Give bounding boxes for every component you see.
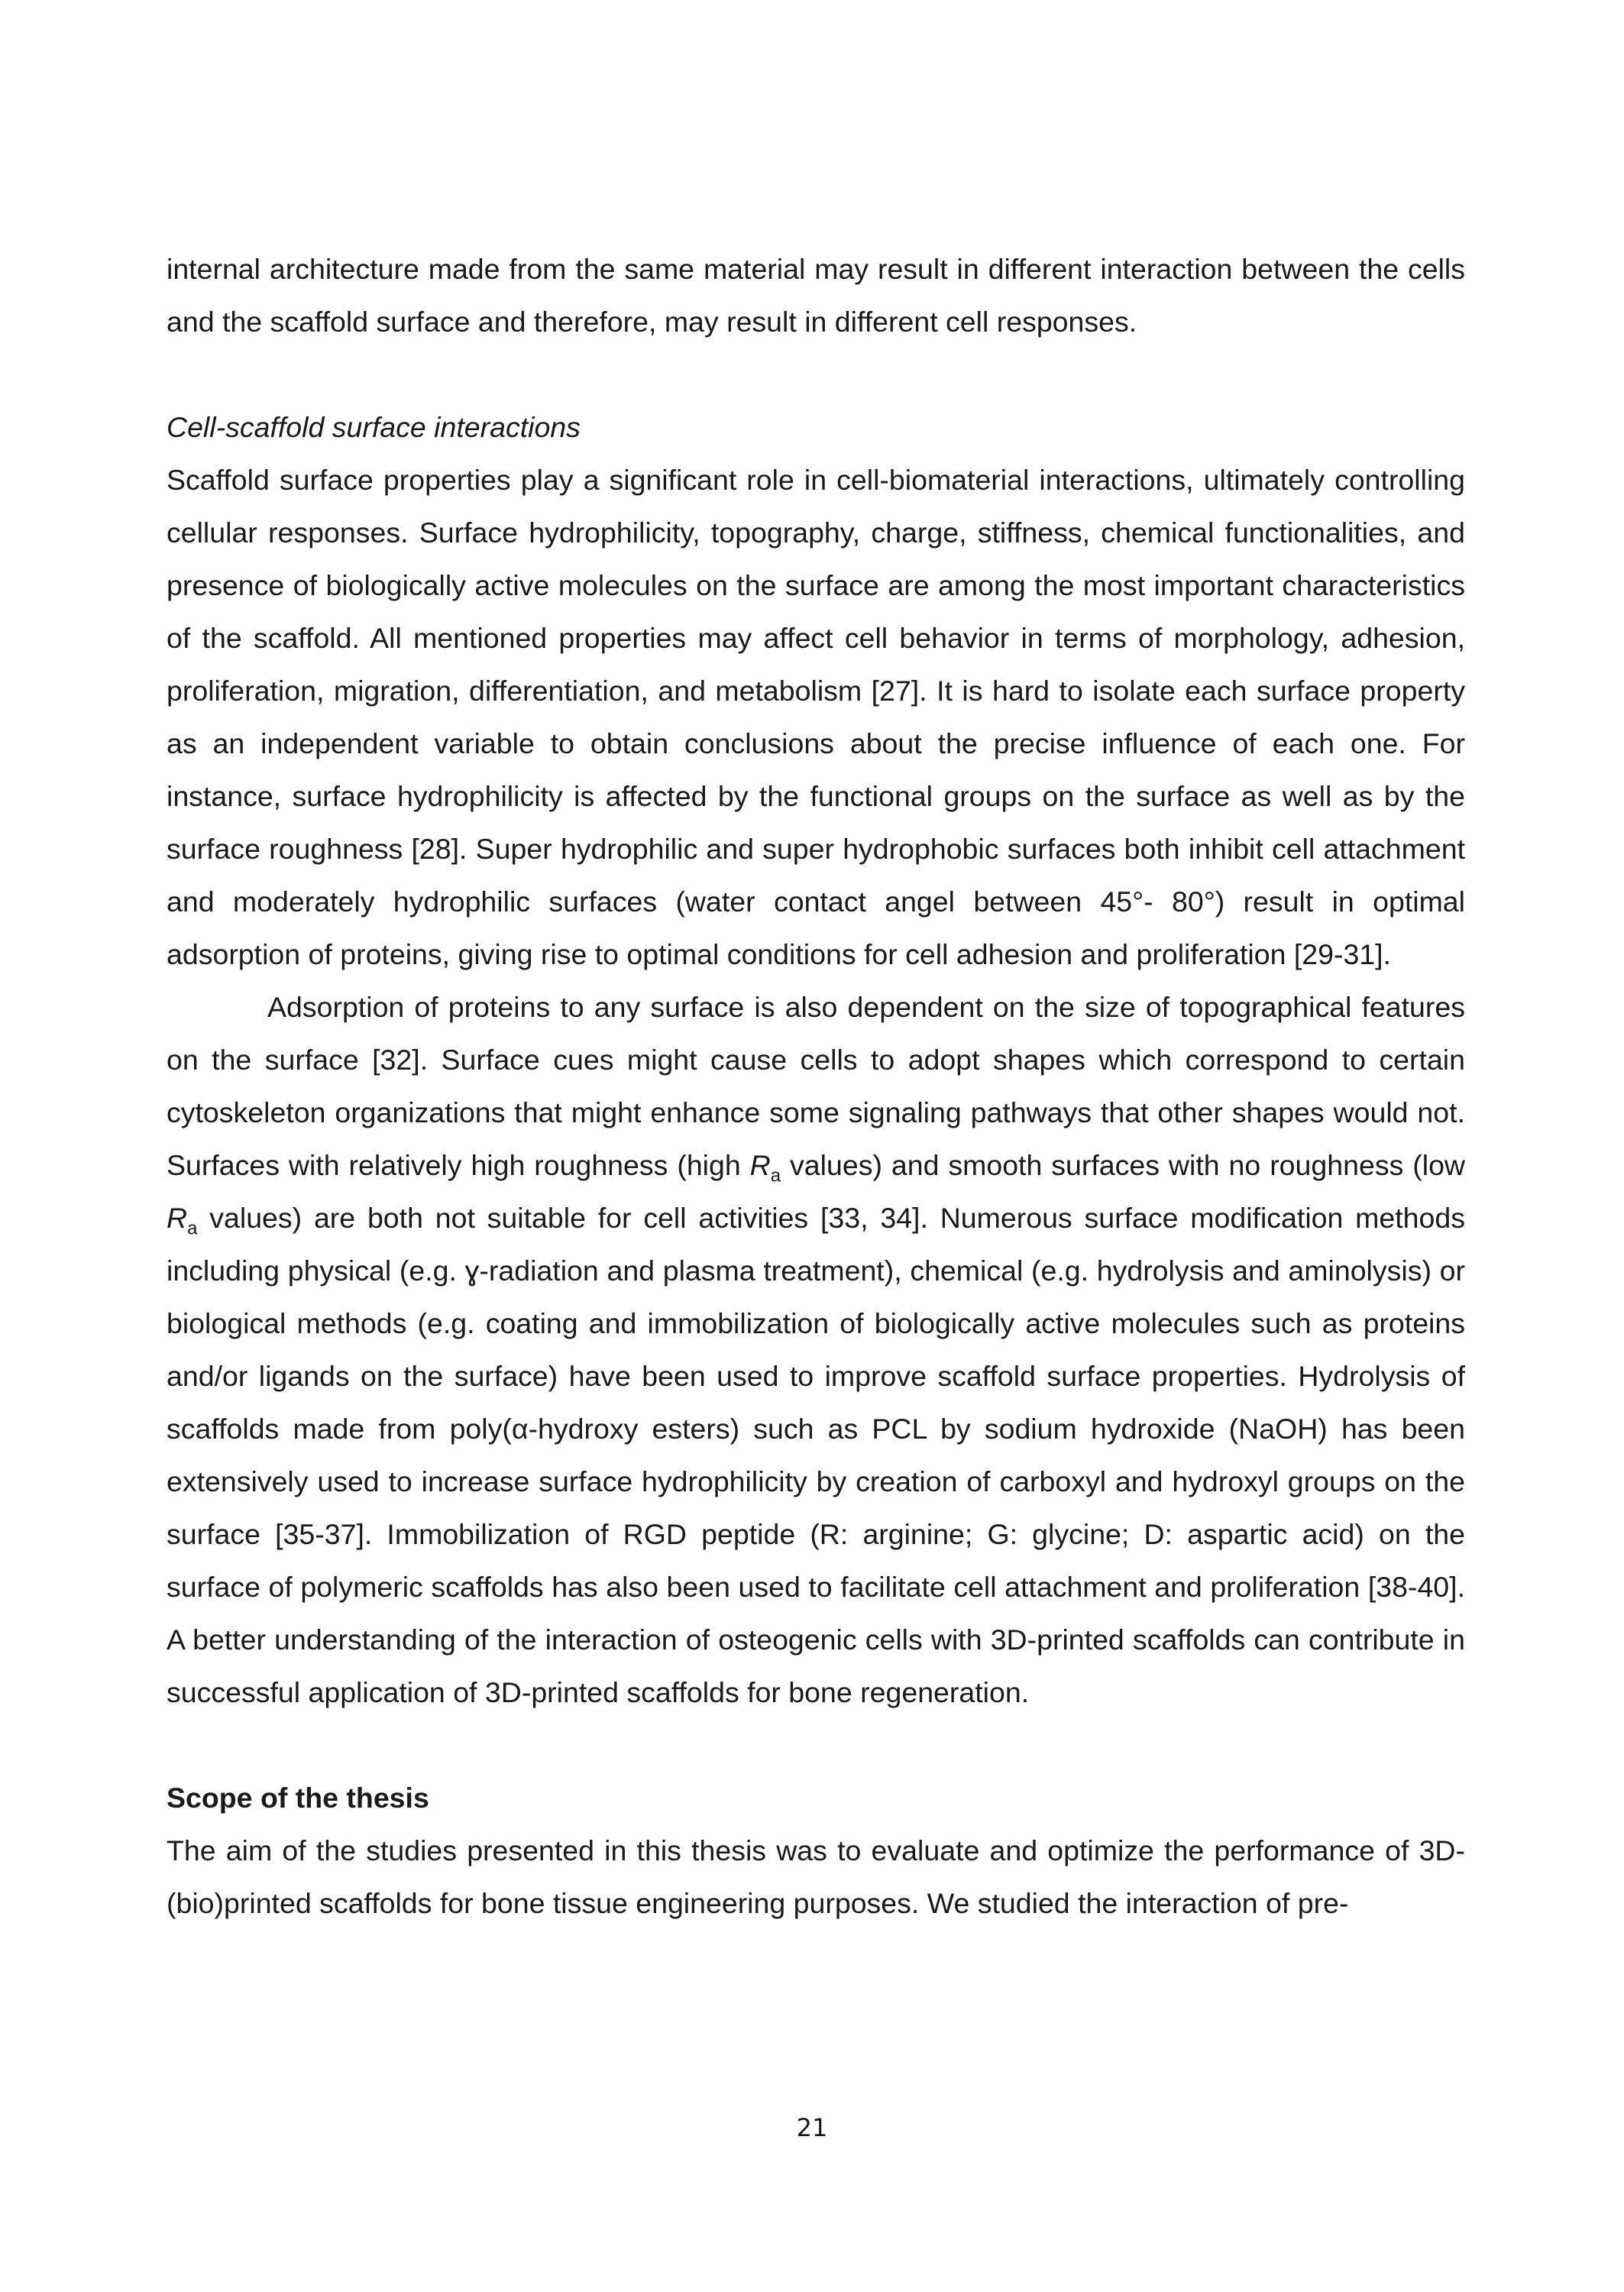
ra-symbol: R: [749, 1149, 771, 1181]
body-paragraph: Scaffold surface properties play a significant role in cell-biomaterial interactions, ultimately controlling cellular responses. Surface hydrophilicity, topography, charge, stiffness, chemical functionalities, and presence of biologically active molecules on the surface are among the most important characteristics of the scaffold. All mentioned properties may affect cell behavior in terms of morphology, adhesion, proliferation, migration, differentiation, and metabolism [27]. It is hard to isolate each surface property as an independent variable to obtain conclusions about the precise influence of each one. For instance, surface hydrophilicity is affected by the functional groups on the surface as well as by the surface roughness [28]. Super hydrophilic and super hydrophobic surfaces both inhibit cell attachment and moderately hydrophilic surfaces (water contact angel between 45°- 80°) result in optimal adsorption of proteins, giving rise to optimal conditions for cell adhesion and proliferation [29-31].: [167, 464, 1465, 970]
text-run: Adsorption of proteins to any surface is also dependent on the size of topographical features on the surface [32]. Surface cues might cause cells to adopt shapes which correspond to certain cytoskeleton organizations that might enhance some signaling pathways that other shapes would not. Surfaces with relatively high roughness (high: [167, 991, 1465, 1181]
section-subheading: Cell-scaffold surface interactions: [167, 411, 581, 443]
spacer: [167, 348, 1465, 401]
spacer: [167, 1719, 1465, 1772]
text-run: values) and smooth surfaces with no roughness (low: [781, 1149, 1466, 1181]
text-run: values) are both not suitable for cell activities [33, 34]. Numerous surface modification methods including physical (e.g. ɣ-radiation and plasma treatment), chemical (e.g. hydrolysis and aminolysis) or biological methods (e.g. coating and immobilization of biologically active molecules such as proteins and/or ligands on the surface) have been used to improve scaffold surface properties. Hydrolysis of scaffolds made from poly(α-hydroxy esters) such as PCL by sodium hydroxide (NaOH) has been extensively used to increase surface hydrophilicity by creation of carboxyl and hydroxyl groups on the surface [35-37]. Immobilization of RGD peptide (R: arginine; G: glycine; D: aspartic acid) on the surface of polymeric scaffolds has also been used to facilitate cell attachment and proliferation [38-40]. A better understanding of the interaction of osteogenic cells with 3D-printed scaffolds can contribute in successful application of 3D-printed scaffolds for bone regeneration.: [167, 1202, 1465, 1708]
ra-subscript: a: [770, 1165, 781, 1186]
ra-symbol: R: [167, 1202, 188, 1234]
intro-paragraph: internal architecture made from the same material may result in different interaction between the cells and the scaffold surface and therefore, may result in different cell responses.: [167, 253, 1465, 338]
page-number: 21: [796, 2113, 828, 2142]
body-paragraph-indented: [167, 981, 1465, 1719]
section-heading: Scope of the thesis: [167, 1782, 429, 1814]
page-body: [167, 243, 1465, 1930]
body-paragraph: The aim of the studies presented in this thesis was to evaluate and optimize the performance of 3D-(bio)printed scaffolds for bone tissue engineering purposes. We studied the interaction of pre-: [167, 1834, 1465, 1919]
ra-subscript: a: [187, 1218, 198, 1239]
